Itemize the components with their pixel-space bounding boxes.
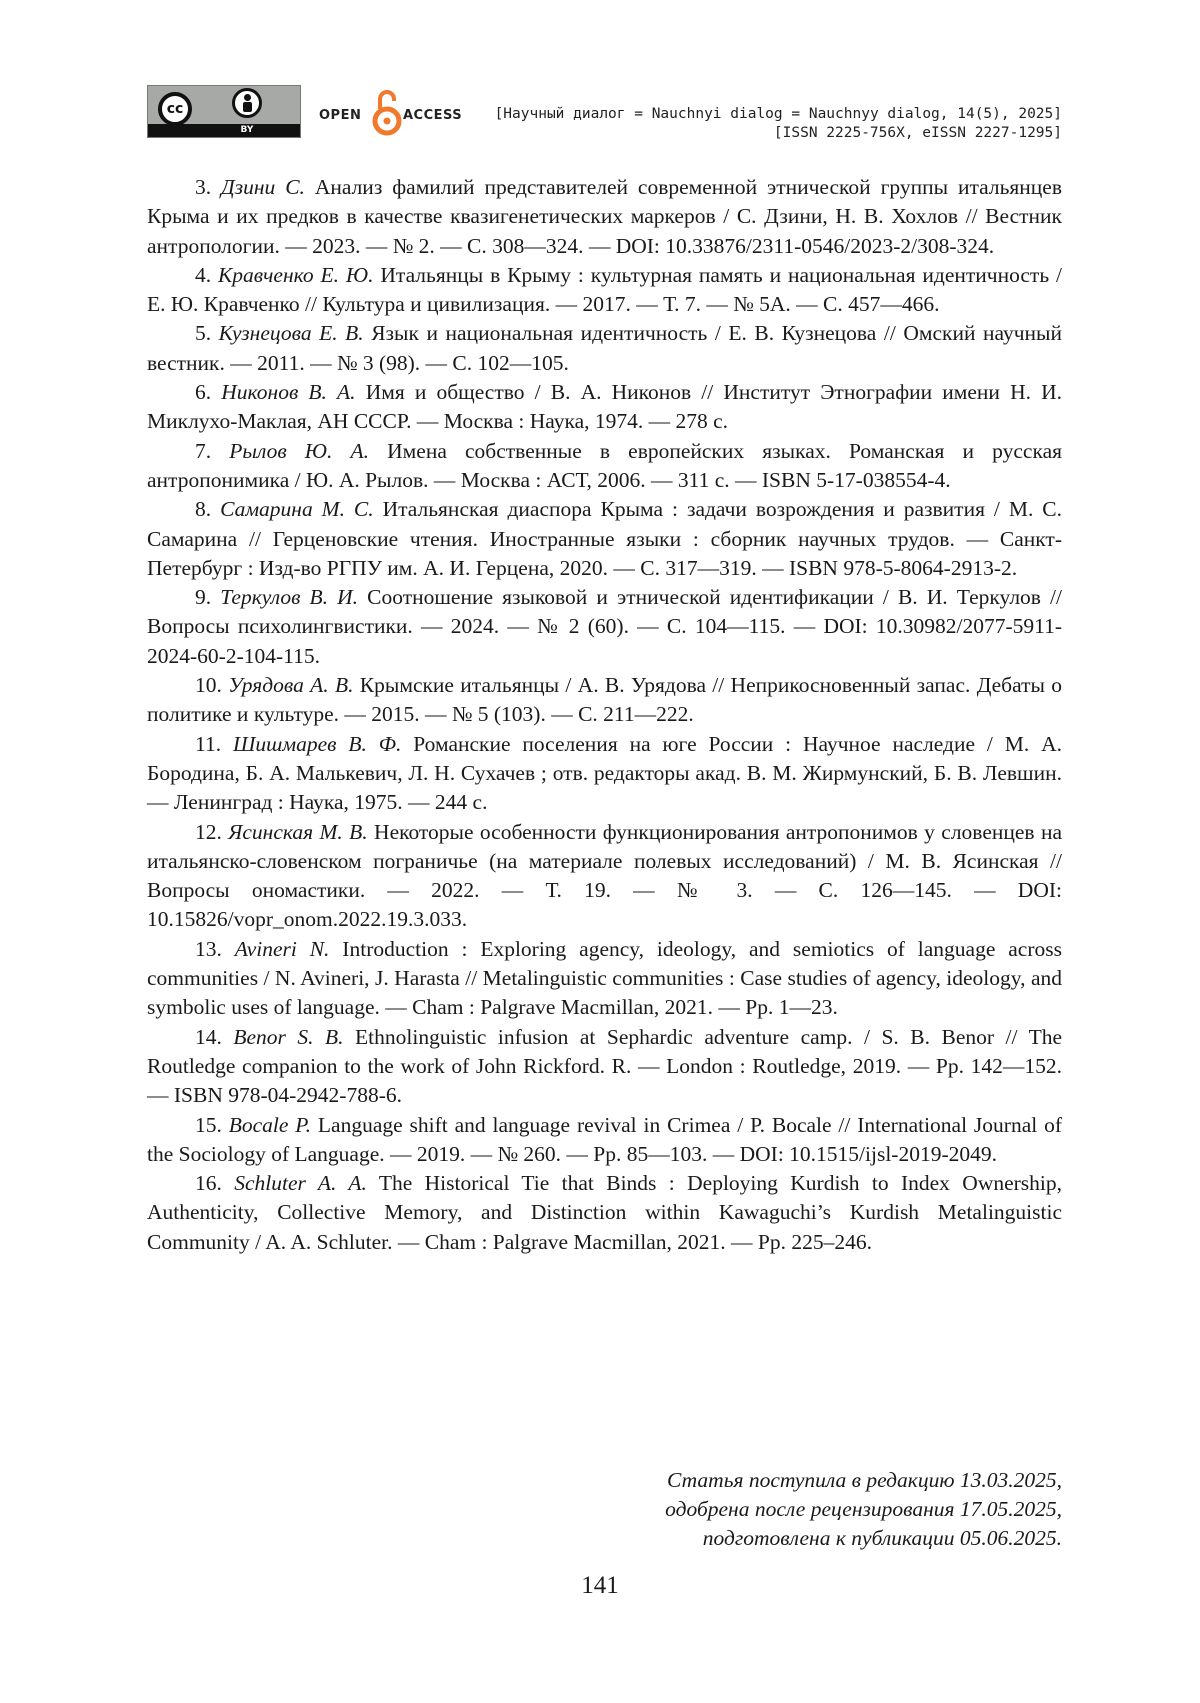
journal-citation [495, 105, 1062, 143]
reference-item [147, 261, 1062, 320]
reference-number: 8. [195, 497, 212, 522]
journal-issn-line: [ISSN 2225-756X, eISSN 2227-1295] [773, 125, 1062, 141]
journal-title-line: [Научный диалог = Nauchnyi dialog = Nauchnyy dialog, 14(5), 2025] [494, 106, 1062, 122]
reference-author: Schluter A. A. [234, 1171, 367, 1196]
reference-text: Introduction : Exploring agency, ideology, and semiotics of language across communities / N. Avineri, J. Harasta // Metalinguistic communities : Case studies of agency, ideology, and symbolic uses of language. — Cham : Palgrave Macmillan, 2021. — Pp. 1—23. [147, 936, 1062, 1020]
reference-text: Некоторые особенности функционирования антропонимов у словенцев на итальянско-словенском пограничье (на материале полевых исследований) / М. В. Ясинская // Вопросы ономастики. — 2022. — Т. 19. — № 3. — С. 126—145. — DOI: 10.15826/vopr_onom.2022.19.3.033. [147, 819, 1062, 932]
reference-text: Итальянцы в Крыму : культурная память и национальная идентичность / Е. Ю. Кравченко // Культура и цивилизация. — 2017. — Т. 7. — № 5А. — С. 457—466. [147, 262, 1063, 317]
reference-number: 14. [195, 1024, 222, 1049]
reference-item [147, 671, 1062, 730]
received-date: Статья поступила в редакцию 13.03.2025, [666, 1468, 1062, 1492]
reference-number: 11. [195, 731, 222, 756]
reference-number: 13. [195, 936, 222, 961]
reference-text: The Historical Tie that Binds : Deploying Kurdish to Index Ownership, Authenticity, Collective Memory, and Distinction within Kawaguchi’s Kurdish Metalinguistic Community / A. A. Schluter. — Cham : Palgrave Macmillan, 2021. — Pp. 225–246. [147, 1171, 1063, 1254]
creative-commons-icon: cc [158, 92, 192, 126]
reference-number: 7. [195, 438, 212, 463]
reference-author: Дзини С. [221, 175, 305, 199]
open-access-logo [319, 85, 469, 140]
reference-text: Ethnolinguistic infusion at Sephardic adventure camp. / S. B. Benor // The Routledge companion to the work of John Rickford. R. — London : Routledge, 2019. — Pp. 142—152. — ISBN 978-04-2942-788-6. [147, 1024, 1062, 1108]
reference-item [147, 1169, 1062, 1257]
reference-author: Ясинская М. В. [228, 819, 368, 844]
prepared-date: подготовлена к публикации 05.06.2025. [702, 1526, 1062, 1550]
reference-number: 6. [195, 380, 212, 405]
reference-item [147, 935, 1062, 1023]
reference-item [147, 730, 1062, 818]
reference-item [147, 1023, 1062, 1111]
reference-number: 3. [195, 175, 212, 199]
reference-text: Имена собственные в европейских языках. Романская и русская антропонимика / Ю. А. Рылов. — Москва : АСТ, 2006. — 311 с. — ISBN 5-17-038554-4. [147, 438, 1062, 492]
reference-text: Соотношение языковой и этнической идентификации / В. И. Теркулов // Вопросы психолингвистики. — 2024. — № 2 (60). — С. 104—115. — DOI: 10.30982/2077-5911-2024-60-2-104-115. [147, 585, 1062, 668]
reference-author: Bocale P. [228, 1112, 312, 1137]
reference-item [147, 378, 1062, 437]
reference-item [147, 583, 1062, 671]
page-number: 141 [581, 1572, 619, 1599]
reference-item [147, 319, 1062, 378]
reference-number: 4. [195, 262, 212, 287]
open-access-right-label: ACCESS [403, 108, 463, 123]
reference-number: 5. [195, 321, 212, 346]
open-access-left-label: OPEN [319, 108, 362, 123]
reference-item [147, 437, 1062, 496]
reference-author: Avineri N. [234, 936, 330, 961]
reference-text: Романские поселения на юге России : Научное наследие / М. А. Бородина, Б. А. Малькевич, Л. Н. Сухачев ; отв. редакторы акад. В. М. Жирмунский, Б. В. Левшин. — Ленинград : Наука, 1975. — 244 с. [147, 731, 1062, 815]
reference-author: Рылов Ю. А. [229, 438, 370, 463]
reference-item [147, 1111, 1062, 1170]
reference-author: Шишмарев В. Ф. [232, 731, 402, 756]
reference-number: 12. [195, 819, 222, 844]
reference-text: Язык и национальная идентичность / Е. В. Кузнецова // Омский научный вестник. — 2011. — № 3 (98). — С. 102—105. [147, 321, 1062, 375]
reference-number: 15. [195, 1112, 222, 1137]
reference-author: Кузнецова Е. В. [218, 321, 364, 346]
reference-list [147, 173, 1062, 1257]
page-header [147, 85, 1062, 145]
reference-text: Крымские итальянцы / А. В. Урядова // Неприкосновенный запас. Дебаты о политике и культуре. — 2015. — № 5 (103). — С. 211—222. [147, 673, 1063, 727]
reference-item [147, 173, 1062, 261]
reference-text: Имя и общество / В. А. Никонов // Институт Этнографии имени Н. И. Миклухо-Маклая, АН СССР. — Москва : Наука, 1974. — 278 с. [147, 380, 1063, 434]
reference-item [147, 818, 1062, 935]
reference-author: Кравченко Е. Ю. [218, 262, 374, 287]
cc-by-license-badge[interactable] [147, 85, 301, 138]
reference-author: Самарина М. С. [220, 497, 374, 522]
reference-author: Урядова А. В. [228, 673, 354, 698]
reference-item [147, 495, 1062, 583]
reference-number: 9. [195, 585, 212, 610]
reference-number: 16. [195, 1171, 222, 1196]
reference-text: Language shift and language revival in Crimea / P. Bocale // International Journal of the Sociology of Language. — 2019. — № 260. — Pp. 85—103. — DOI: 10.1515/ijsl-2019-2049. [147, 1112, 1062, 1166]
attribution-person-icon [232, 88, 262, 118]
open-lock-icon [371, 87, 403, 137]
reference-author: Теркулов В. И. [220, 585, 359, 610]
approved-date: одобрена после рецензирования 17.05.2025, [665, 1497, 1062, 1521]
reference-author: Benor S. B. [233, 1024, 344, 1049]
reference-author: Никонов В. А. [221, 380, 356, 405]
reference-text: Итальянская диаспора Крыма : задачи возрождения и развития / М. С. Самарина // Герценовские чтения. Иностранные языки : сборник научных трудов. — Санкт-Петербург : Изд-во РГПУ им. А. И. Герцена, 2020. — С. 317—319. — ISBN 978-5-8064-2913-2. [147, 497, 1063, 580]
reference-text: Анализ фамилий представителей современной этнической группы итальянцев Крыма и их предков в качестве квазигенетических маркеров / С. Дзини, Н. В. Хохлов // Вестник антропологии. — 2023. — № 2. — С. 308—324. — DOI: 10.33876/2311-0546/2023-2/308-324. [147, 175, 1062, 258]
cc-by-label: BY [240, 125, 254, 135]
article-dates [665, 1466, 1062, 1553]
reference-number: 10. [195, 673, 222, 698]
